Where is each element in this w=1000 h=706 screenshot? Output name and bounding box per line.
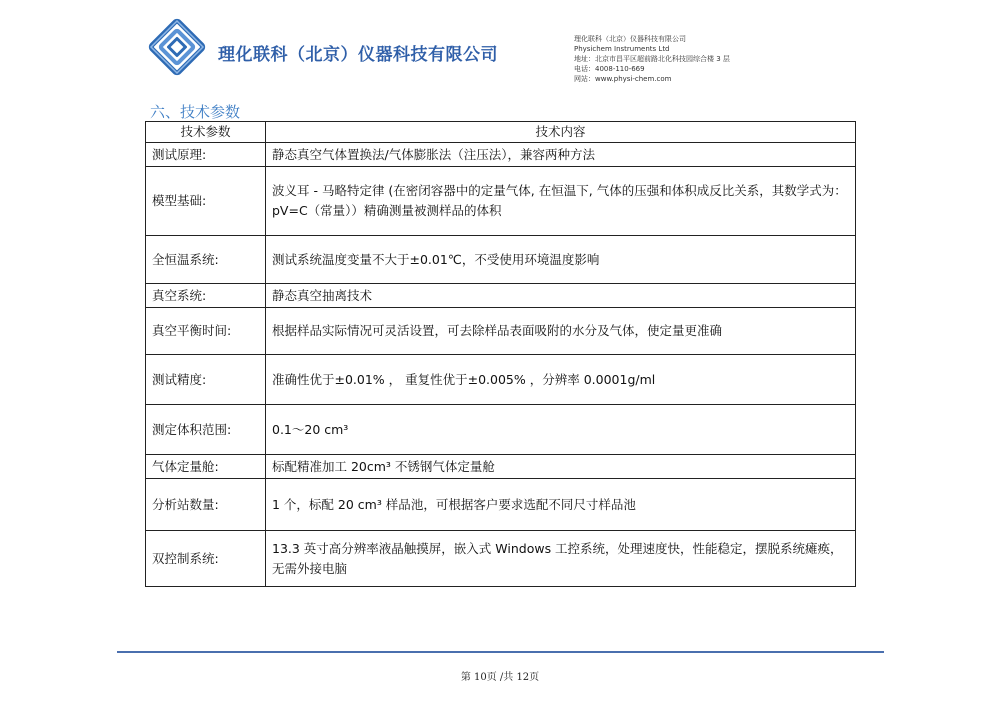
contact-block: [574, 34, 730, 84]
column-header: 技术内容: [266, 122, 856, 143]
contact-website: 网站：www.physi-chem.com: [574, 75, 672, 83]
param-name: 分析站数量:: [146, 479, 266, 531]
param-name: 真空系统:: [146, 284, 266, 308]
contact-line: 理化联科（北京）仪器科技有限公司: [574, 35, 686, 43]
param-name: 模型基础:: [146, 167, 266, 236]
param-name: 全恒温系统:: [146, 236, 266, 284]
param-name: 真空平衡时间:: [146, 308, 266, 355]
param-content: 测试系统温度变量不大于±0.01℃，不受使用环境温度影响: [266, 236, 856, 284]
param-content: 静态真空抽离技术: [266, 284, 856, 308]
column-header: 技术参数: [146, 122, 266, 143]
table-header-row: [146, 122, 856, 143]
param-content: 波义耳 - 马略特定律 (在密闭容器中的定量气体, 在恒温下, 气体的压强和体积成反比关系，其数学式为：pV=C（常量））精确测量被测样品的体积: [266, 167, 856, 236]
param-name: 测试精度:: [146, 355, 266, 405]
table-row: [146, 167, 856, 236]
table-row: [146, 355, 856, 405]
table-row: [146, 236, 856, 284]
spec-table: [145, 121, 856, 587]
table-row: [146, 455, 856, 479]
param-content: 0.1～20 cm³: [266, 405, 856, 455]
contact-phone: 电话：4008-110-669: [574, 65, 645, 73]
param-name: 测定体积范围:: [146, 405, 266, 455]
param-content: 标配精准加工 20cm³ 不锈钢气体定量舱: [266, 455, 856, 479]
param-content: 准确性优于±0.01% ， 重复性优于±0.005% ，分辨率 0.0001g/ml: [266, 355, 856, 405]
param-name: 气体定量舱:: [146, 455, 266, 479]
param-content: 1 个，标配 20 cm³ 样品池，可根据客户要求选配不同尺寸样品池: [266, 479, 856, 531]
param-content: 13.3 英寸高分辨率液晶触摸屏，嵌入式 Windows 工控系统，处理速度快，性能稳定，摆脱系统瘫痪，无需外接电脑: [266, 531, 856, 587]
company-logo: [146, 16, 208, 78]
param-name: 测试原理:: [146, 143, 266, 167]
contact-line: Physichem Instruments Ltd: [574, 45, 670, 53]
param-name: 双控制系统:: [146, 531, 266, 587]
table-row: [146, 143, 856, 167]
contact-address: 地址：北京市昌平区超前路北化科技园综合楼 3 层: [574, 55, 730, 63]
table-row: [146, 479, 856, 531]
table-row: [146, 405, 856, 455]
table-row: [146, 284, 856, 308]
footer-divider: [117, 651, 884, 653]
param-content: 静态真空气体置换法/气体膨胀法（注压法），兼容两种方法: [266, 143, 856, 167]
company-name: 理化联科（北京）仪器科技有限公司: [218, 45, 498, 65]
table-row: [146, 531, 856, 587]
page-number: 第 10页 /共 12页: [460, 672, 540, 683]
section-title: 六、技术参数: [150, 103, 241, 121]
param-content: 根据样品实际情况可灵活设置，可去除样品表面吸附的水分及气体，使定量更准确: [266, 308, 856, 355]
table-row: [146, 308, 856, 355]
